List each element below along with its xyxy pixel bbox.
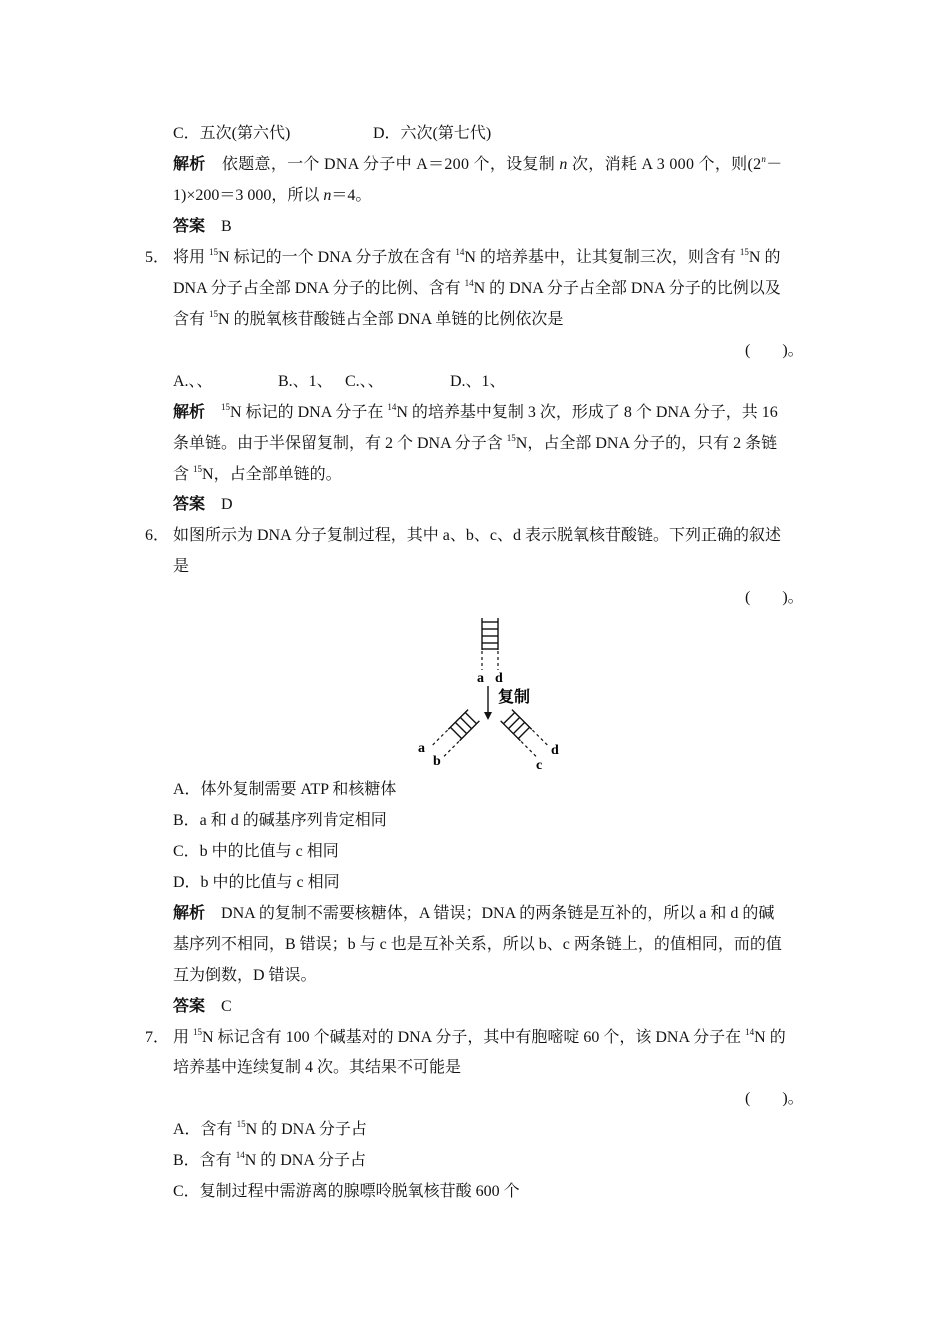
q4-option-d: D．六次(第七代) xyxy=(373,125,492,142)
q5-stem-line-1: 将用 $^{15}$N 标记的一个 DNA 分子放在含有 $^{14}$N 的培养基中，让其复制三次，则含有 $^{15}$N 的 xyxy=(173,247,781,266)
q5-answer-blank: ( )。 xyxy=(745,342,804,359)
q5-number: 5． xyxy=(145,249,170,266)
q6-analysis-line-1: 解析 DNA 的复制不需要核糖体，A 错误；DNA 的两条链是互补的，所以 a 和 d 的碱 xyxy=(173,905,775,922)
q7-option-a: A．含有 $^{15}$N 的 DNA 分子占 xyxy=(173,1119,367,1138)
q4-analysis-line-2: 1)×200＝3 000，所以 n＝4。 xyxy=(173,187,372,204)
q5-option-d: D.、1、 xyxy=(450,373,506,390)
q4-answer xyxy=(173,217,232,237)
q6-answer-blank: ( )。 xyxy=(745,589,804,606)
strand-d-top: d xyxy=(495,671,503,686)
replication-label: 复制 xyxy=(498,689,531,706)
left-daughter-ladder xyxy=(433,710,480,757)
q4-analysis-label: 解析 xyxy=(173,156,206,173)
q4-answer-value: B xyxy=(221,218,232,235)
q5-stem-line-3: 含有 $^{15}$N 的脱氧核苷酸链占全部 DNA 单链的比例依次是 xyxy=(173,309,564,328)
q5-analysis-label: 解析 xyxy=(173,404,206,421)
q6-option-a: A．体外复制需要 ATP 和核糖体 xyxy=(173,781,397,798)
q6-analysis-line-2: 基序列不相同，B 错误；b 与 c 也是互补关系，所以 b、c 两条链上，的值相同，而的值 xyxy=(173,936,782,953)
q4-option-c: C．五次(第六代) xyxy=(173,125,291,142)
q6-analysis-label: 解析 xyxy=(173,905,206,922)
q5-answer-value: D xyxy=(221,496,233,513)
q6-answer-label: 答案 xyxy=(173,998,206,1015)
parent-dna-ladder xyxy=(482,618,498,650)
q6-answer xyxy=(173,997,232,1017)
q5-option-c: C.、、 xyxy=(345,373,384,390)
q5-answer xyxy=(173,495,233,515)
strand-a-top: a xyxy=(477,671,484,686)
q5-analysis-line-2: 条单链。由于半保留复制，有 2 个 DNA 分子含 $^{15}$N，占全部 DNA 分子的，只有 2 条链 xyxy=(173,433,778,452)
q7-answer-blank: ( )。 xyxy=(745,1090,804,1107)
q7-stem-line-2: 培养基中连续复制 4 次。其结果不可能是 xyxy=(173,1059,462,1076)
dna-replication-figure xyxy=(410,618,570,776)
q7-stem-line-1: 用 $^{15}$N 标记含有 100 个碱基对的 DNA 分子，其中有胞嘧啶 60 个，该 DNA 分子在 $^{14}$N 的 xyxy=(173,1027,786,1046)
strand-c-right: c xyxy=(536,758,543,773)
q6-number: 6． xyxy=(145,527,170,544)
strand-a-left: a xyxy=(418,741,425,756)
strand-d-right: d xyxy=(551,743,559,758)
q5-analysis-line-1: 解析 $^{15}$N 标记的 DNA 分子在 $^{14}$N 的培养基中复制 3 次，形成了 8 个 DNA 分子，共 16 xyxy=(173,402,778,421)
q7-number: 7． xyxy=(145,1029,170,1046)
q6-option-d: D．b 中的比值与 c 相同 xyxy=(173,874,340,891)
right-daughter-ladder xyxy=(501,710,548,757)
q5-option-a: A.、、 xyxy=(173,373,213,390)
q6-analysis-line-3: 互为倒数，D 错误。 xyxy=(173,967,317,984)
parent-strand-dashes xyxy=(482,651,498,670)
q6-answer-value: C xyxy=(221,998,232,1015)
q5-options xyxy=(173,372,506,392)
q6-stem-line-2: 是 xyxy=(173,558,190,575)
q4-answer-label: 答案 xyxy=(173,218,206,235)
q5-stem-line-2: DNA 分子占全部 DNA 分子的比例、含有 $^{14}$N 的 DNA 分子占全部 DNA 分子的比例以及 xyxy=(173,278,781,297)
q4-options xyxy=(173,124,491,144)
q7-option-b: B．含有 $^{14}$N 的 DNA 分子占 xyxy=(173,1150,367,1169)
q5-answer-label: 答案 xyxy=(173,496,206,513)
q7-option-c: C．复制过程中需游离的腺嘌呤脱氧核苷酸 600 个 xyxy=(173,1183,520,1200)
q6-option-c: C．b 中的比值与 c 相同 xyxy=(173,843,339,860)
q5-option-b: B.、1、 xyxy=(278,373,333,390)
strand-b-left: b xyxy=(433,754,441,769)
q6-stem-line-1: 如图所示为 DNA 分子复制过程，其中 a、b、c、d 表示脱氧核苷酸链。下列正确的叙述 xyxy=(173,527,781,544)
replication-arrow xyxy=(484,686,492,720)
q5-analysis-line-3: 含 $^{15}$N，占全部单链的。 xyxy=(173,464,342,483)
q4-analysis-line-1: 解析 依题意，一个 DNA 分子中 A＝200 个，设复制 n 次，消耗 A 3 000 个，则($2^n-$ xyxy=(173,154,783,173)
q6-option-b: B．a 和 d 的碱基序列肯定相同 xyxy=(173,812,387,829)
